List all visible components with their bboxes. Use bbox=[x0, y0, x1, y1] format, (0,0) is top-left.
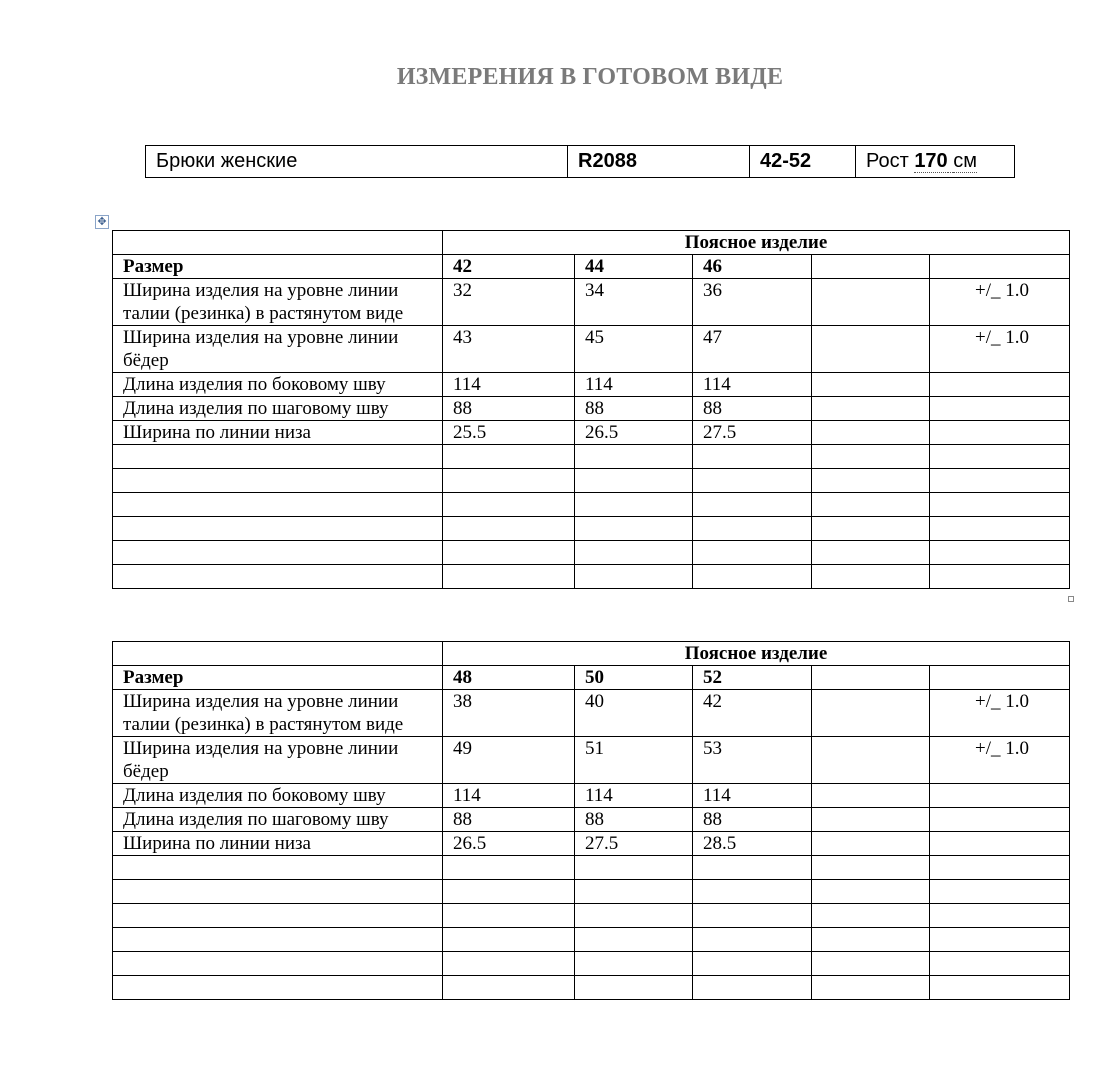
measure-value: 114 bbox=[575, 784, 693, 808]
measure-name: Длина изделия по боковому шву bbox=[113, 784, 443, 808]
empty-cell bbox=[113, 231, 443, 255]
measurements-table-2 bbox=[112, 641, 1070, 1000]
empty-cell bbox=[812, 690, 930, 737]
measure-value: 53 bbox=[693, 737, 812, 784]
empty-row bbox=[113, 517, 1070, 541]
measure-name: Длина изделия по шаговому шву bbox=[113, 808, 443, 832]
measure-value: 38 bbox=[443, 690, 575, 737]
empty-row bbox=[113, 880, 1070, 904]
tolerance bbox=[930, 397, 1070, 421]
measure-name: Ширина изделия на уровне линии бёдер bbox=[113, 737, 443, 784]
measure-value: 114 bbox=[443, 373, 575, 397]
empty-cell bbox=[812, 373, 930, 397]
empty-row bbox=[113, 952, 1070, 976]
article-code: R2088 bbox=[568, 146, 750, 178]
measure-value: 88 bbox=[693, 397, 812, 421]
empty-cell bbox=[812, 255, 930, 279]
measure-value: 43 bbox=[443, 326, 575, 373]
measure-value: 36 bbox=[693, 279, 812, 326]
size-label: Размер bbox=[113, 666, 443, 690]
measure-value: 27.5 bbox=[693, 421, 812, 445]
empty-row bbox=[113, 565, 1070, 589]
measure-value: 40 bbox=[575, 690, 693, 737]
measure-value: 88 bbox=[443, 808, 575, 832]
empty-cell bbox=[113, 642, 443, 666]
tolerance bbox=[930, 832, 1070, 856]
height-value: 170 bbox=[914, 150, 948, 172]
measure-value: 28.5 bbox=[693, 832, 812, 856]
measure-name: Длина изделия по шаговому шву bbox=[113, 397, 443, 421]
empty-row bbox=[113, 856, 1070, 880]
size-col: 46 bbox=[693, 255, 812, 279]
measure-value: 88 bbox=[575, 808, 693, 832]
measure-name: Ширина изделия на уровне линии бёдер bbox=[113, 326, 443, 373]
measure-value: 26.5 bbox=[575, 421, 693, 445]
tolerance bbox=[930, 784, 1070, 808]
size-col: 52 bbox=[693, 666, 812, 690]
measure-value: 88 bbox=[575, 397, 693, 421]
measure-value: 49 bbox=[443, 737, 575, 784]
tolerance: +/_ 1.0 bbox=[930, 737, 1070, 784]
empty-row bbox=[113, 541, 1070, 565]
page-title: ИЗМЕРЕНИЯ В ГОТОВОМ ВИДЕ bbox=[396, 64, 784, 90]
table-resize-handle-icon[interactable] bbox=[1068, 596, 1074, 602]
measure-value: 45 bbox=[575, 326, 693, 373]
measure-value: 114 bbox=[443, 784, 575, 808]
measure-name: Ширина изделия на уровне линии талии (резинка) в растянутом виде bbox=[113, 690, 443, 737]
empty-cell bbox=[812, 784, 930, 808]
size-col: 50 bbox=[575, 666, 693, 690]
measure-value: 25.5 bbox=[443, 421, 575, 445]
tolerance: +/_ 1.0 bbox=[930, 690, 1070, 737]
empty-row bbox=[113, 928, 1070, 952]
empty-row bbox=[113, 445, 1070, 469]
measure-value: 114 bbox=[693, 784, 812, 808]
empty-cell bbox=[812, 421, 930, 445]
empty-cell bbox=[812, 737, 930, 784]
tolerance bbox=[930, 808, 1070, 832]
size-col: 44 bbox=[575, 255, 693, 279]
measure-name: Ширина по линии низа bbox=[113, 421, 443, 445]
empty-cell bbox=[930, 255, 1070, 279]
measure-name: Ширина изделия на уровне линии талии (резинка) в растянутом виде bbox=[113, 279, 443, 326]
measure-value: 47 bbox=[693, 326, 812, 373]
empty-row bbox=[113, 976, 1070, 1000]
measure-value: 51 bbox=[575, 737, 693, 784]
measure-value: 27.5 bbox=[575, 832, 693, 856]
empty-row bbox=[113, 904, 1070, 928]
tolerance: +/_ 1.0 bbox=[930, 279, 1070, 326]
empty-cell bbox=[812, 326, 930, 373]
size-label: Размер bbox=[113, 255, 443, 279]
measure-value: 88 bbox=[443, 397, 575, 421]
size-col: 42 bbox=[443, 255, 575, 279]
measure-value: 114 bbox=[575, 373, 693, 397]
group-label: Поясное изделие bbox=[443, 231, 1070, 255]
measure-value: 42 bbox=[693, 690, 812, 737]
measure-name: Длина изделия по боковому шву bbox=[113, 373, 443, 397]
product-name: Брюки женские bbox=[146, 146, 568, 178]
empty-cell bbox=[930, 666, 1070, 690]
measurements-table-1 bbox=[112, 230, 1070, 589]
empty-cell bbox=[812, 808, 930, 832]
measure-value: 88 bbox=[693, 808, 812, 832]
empty-cell bbox=[812, 279, 930, 326]
height-label: Рост bbox=[866, 150, 909, 172]
empty-cell bbox=[812, 397, 930, 421]
height-unit: см bbox=[953, 150, 977, 172]
empty-row bbox=[113, 493, 1070, 517]
group-label: Поясное изделие bbox=[443, 642, 1070, 666]
size-col: 48 bbox=[443, 666, 575, 690]
tolerance bbox=[930, 421, 1070, 445]
tolerance bbox=[930, 373, 1070, 397]
empty-cell bbox=[812, 832, 930, 856]
measure-value: 32 bbox=[443, 279, 575, 326]
empty-row bbox=[113, 469, 1070, 493]
size-range: 42-52 bbox=[750, 146, 856, 178]
product-header-table bbox=[145, 145, 1015, 178]
measure-value: 34 bbox=[575, 279, 693, 326]
measure-value: 26.5 bbox=[443, 832, 575, 856]
measure-value: 114 bbox=[693, 373, 812, 397]
height-cell bbox=[856, 146, 1015, 178]
measure-name: Ширина по линии низа bbox=[113, 832, 443, 856]
tolerance: +/_ 1.0 bbox=[930, 326, 1070, 373]
empty-cell bbox=[812, 666, 930, 690]
table-move-icon[interactable]: ✥ bbox=[95, 215, 109, 229]
